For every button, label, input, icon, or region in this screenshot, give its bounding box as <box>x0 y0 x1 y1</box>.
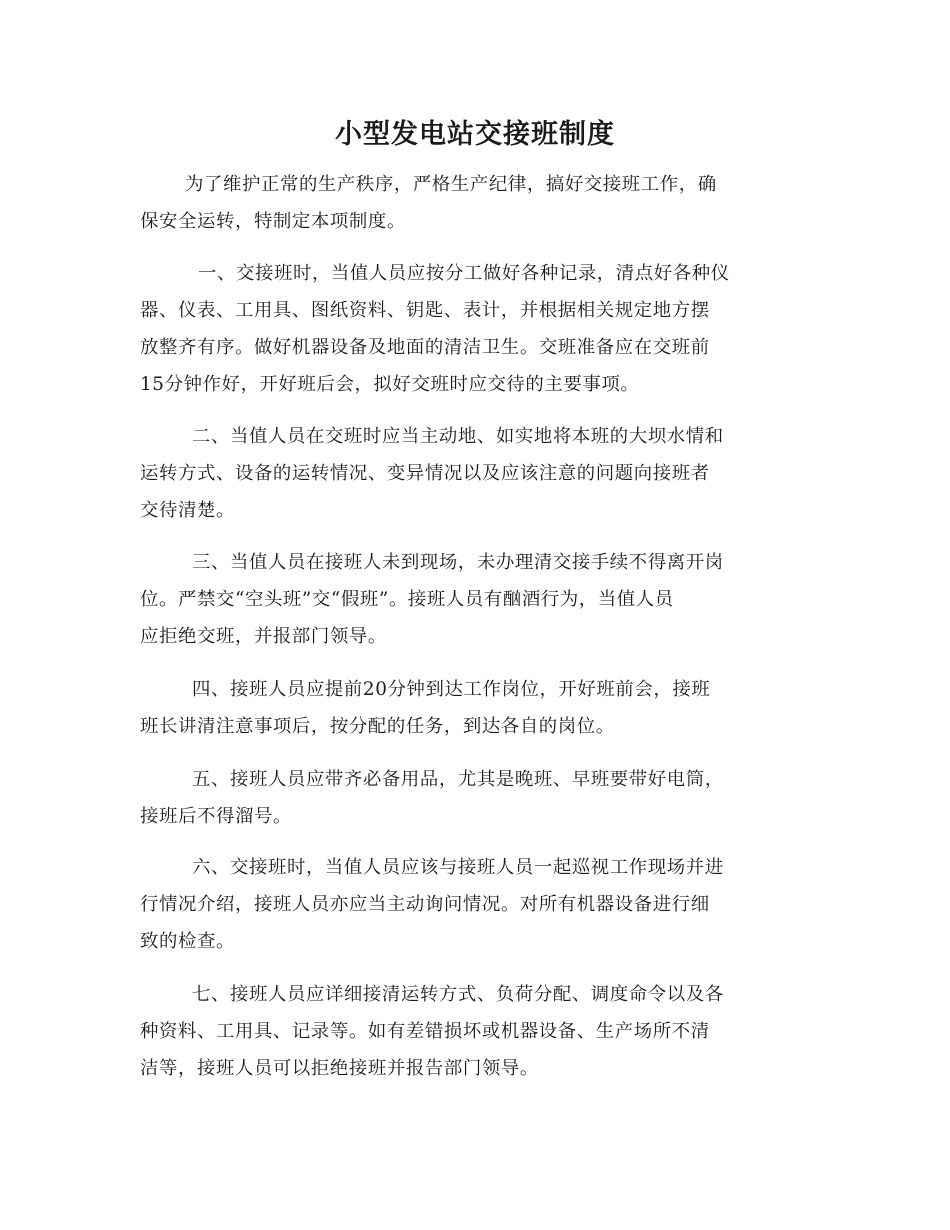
paragraph-clause-2 <box>140 418 810 529</box>
paragraph-clause-6 <box>140 849 810 960</box>
text-line: 班长讲清注意事项后，按分配的任务，到达各自的岗位。 <box>140 716 615 737</box>
text-line: 洁等，接班人员可以拒绝接班并报告部门领导。 <box>140 1058 539 1079</box>
paragraph-clause-4 <box>140 671 810 745</box>
text-line: 致的检查。 <box>140 931 235 952</box>
text-line: 接班后不得溜号。 <box>140 806 292 827</box>
document-title: 小型发电站交接班制度 <box>335 119 615 150</box>
text-line: 交待清楚。 <box>140 500 235 521</box>
text-line: 种资料、工用具、记录等。如有差错损坏或机器设备、生产场所不清 <box>140 1021 710 1042</box>
text-line: 六、交接班时，当值人员应该与接班人员一起巡视工作现场并进 <box>192 857 724 878</box>
text-line: 放整齐有序。做好机器设备及地面的清洁卫生。交班准备应在交班前 <box>140 337 710 358</box>
text-line: 七、接班人员应详细接清运转方式、负荷分配、调度命令以及各 <box>192 984 724 1005</box>
text-line: 应拒绝交班，并报部门领导。 <box>140 626 387 647</box>
text-line: 器、仪表、工用具、图纸资料、钥匙、表计，并根据相关规定地方摆 <box>140 300 710 321</box>
text-line: 三、当值人员在接班人未到现场，未办理清交接手续不得离开岗 <box>192 552 724 573</box>
text-line: 为了维护正常的生产秩序，严格生产纪律，搞好交接班工作，确 <box>185 174 717 195</box>
paragraph-clause-5 <box>140 761 810 835</box>
text-line: 二、当值人员在交班时应当主动地、如实地将本班的大坝水情和 <box>192 426 724 447</box>
text-line: 保安全运转，特制定本项制度。 <box>140 211 406 232</box>
text-line: 行情况介绍，接班人员亦应当主动询问情况。对所有机器设备进行细 <box>140 894 710 915</box>
text-line: 一、交接班时，当值人员应按分工做好各种记录，清点好各种仪 <box>198 263 730 284</box>
text-line: 15分钟作好，开好班后会，拟好交班时应交待的主要事项。 <box>140 374 640 395</box>
paragraph-intro <box>140 166 810 240</box>
paragraph-clause-1 <box>140 255 810 403</box>
paragraph-clause-3 <box>140 544 810 655</box>
text-line: 运转方式、设备的运转情况、变异情况以及应该注意的问题向接班者 <box>140 463 710 484</box>
paragraph-clause-7 <box>140 976 810 1087</box>
text-line: 五、接班人员应带齐必备用品，尤其是晚班、早班要带好电筒， <box>192 769 724 790</box>
text-line: 四、接班人员应提前20分钟到达工作岗位，开好班前会，接班 <box>192 679 711 700</box>
text-line: 位。严禁交“空头班”交“假班”。接班人员有酗酒行为，当值人员 <box>140 589 674 610</box>
